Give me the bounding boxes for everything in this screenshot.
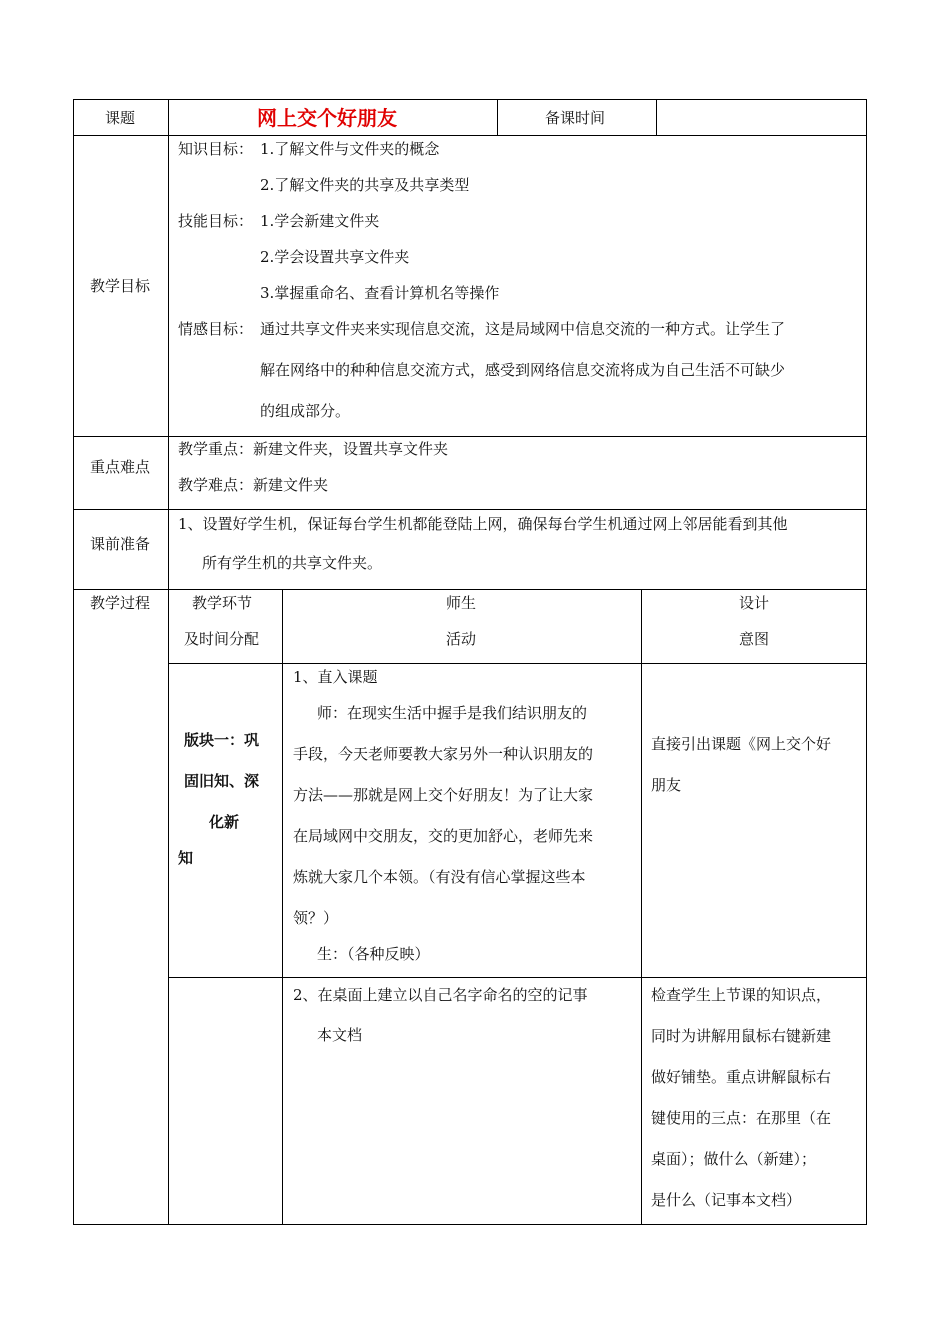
stage-1-line-4: 知 (178, 849, 194, 867)
table-rule-after-keypoints (73, 509, 867, 510)
emotion-label: 情感目标： (178, 320, 254, 338)
process-label: 教学过程 (90, 594, 151, 612)
emotion-text-line-3: 的组成部分。 (260, 402, 351, 420)
preparation-line-1: 1、设置好学生机，保证每台学生机都能登陆上网，确保每台学生机通过网上邻居能看到其他 (178, 515, 788, 533)
skill-item-3: 3.掌握重命名、查看计算机名等操作 (260, 284, 500, 302)
intent-2-line-4: 键使用的三点：在那里（在 (651, 1109, 832, 1127)
table-border-bottom (73, 1224, 867, 1225)
knowledge-item-1: 1.了解文件与文件夹的概念 (260, 140, 440, 158)
intent-2-line-5: 桌面）；做什么（新建）； (651, 1150, 817, 1168)
table-label-column-rule (168, 99, 169, 1225)
activity-1-line-8: 生：（各种反映） (317, 945, 430, 963)
col-stage-header-line-1: 教学环节 (192, 594, 253, 612)
table-rule-after-row-1 (168, 977, 867, 978)
intent-2-line-2: 同时为讲解用鼠标右键新建 (651, 1027, 832, 1045)
table-border-top (73, 99, 867, 100)
activity-1-line-1: 1、直入课题 (293, 668, 378, 686)
intent-2-line-3: 做好铺垫。重点讲解鼠标右 (651, 1068, 832, 1086)
col-activity-header-line-2: 活动 (446, 630, 477, 648)
emotion-text-line-2: 解在网络中的种种信息交流方式，感受到网络信息交流将成为自己生活不可缺少 (260, 361, 786, 379)
table-border-right (866, 99, 867, 1225)
table-rule-after-objectives (73, 436, 867, 437)
col-intent-header-line-2: 意图 (739, 630, 770, 648)
subject-label: 课题 (105, 109, 136, 127)
col-stage-header-line-2: 及时间分配 (184, 630, 260, 648)
emotion-text-line-1: 通过共享文件夹来实现信息交流，这是局域网中信息交流的一种方式。让学生了 (260, 320, 786, 338)
activity-1-line-2: 师：在现实生活中握手是我们结识朋友的 (317, 704, 588, 722)
table-rule-after-header (73, 135, 867, 136)
process-rule-stage (282, 589, 283, 1225)
process-rule-activity (641, 589, 642, 1225)
prep-time-label: 备课时间 (545, 109, 606, 127)
skill-label: 技能目标： (178, 212, 254, 230)
skill-item-2: 2.学会设置共享文件夹 (260, 248, 410, 266)
activity-2-line-2: 本文档 (317, 1026, 363, 1044)
preparation-label: 课前准备 (90, 535, 151, 553)
knowledge-item-2: 2.了解文件夹的共享及共享类型 (260, 176, 470, 194)
intent-1-line-1: 直接引出课题《网上交个好 (651, 735, 832, 753)
table-border-left (73, 99, 74, 1225)
stage-1-line-2: 固旧知、深 (184, 772, 260, 790)
knowledge-label: 知识目标： (178, 140, 254, 158)
activity-1-line-7: 领？） (293, 909, 339, 927)
table-rule-after-preparation (73, 589, 867, 590)
header-rule-prep-end (656, 99, 657, 136)
intent-1-line-2: 朋友 (651, 776, 682, 794)
activity-1-line-6: 炼就大家几个本领。（有没有信心掌握这些本 (293, 868, 586, 886)
skill-item-1: 1.学会新建文件夹 (260, 212, 380, 230)
header-rule-title-end (497, 99, 498, 136)
keypoints-label: 重点难点 (90, 458, 151, 476)
lesson-title: 网上交个好朋友 (257, 106, 397, 130)
objectives-label: 教学目标 (90, 277, 151, 295)
col-intent-header-line-1: 设计 (739, 594, 770, 612)
activity-1-line-5: 在局域网中交朋友，交的更加舒心，老师先来 (293, 827, 594, 845)
teaching-difficulty: 教学难点：新建文件夹 (178, 476, 329, 494)
activity-1-line-3: 手段，今天老师要教大家另外一种认识朋友的 (293, 745, 594, 763)
col-activity-header-line-1: 师生 (446, 594, 477, 612)
preparation-line-2: 所有学生机的共享文件夹。 (202, 554, 383, 572)
stage-1-line-3: 化新 (209, 813, 240, 831)
intent-2-line-1: 检查学生上节课的知识点， (651, 986, 832, 1004)
stage-1-line-1: 版块一：巩 (184, 731, 260, 749)
teaching-focus: 教学重点：新建文件夹，设置共享文件夹 (178, 440, 449, 458)
activity-1-line-4: 方法——那就是网上交个好朋友！为了让大家 (293, 786, 594, 804)
intent-2-line-6: 是什么（记事本文档） (651, 1191, 802, 1209)
activity-2-line-1: 2、在桌面上建立以自己名字命名的空的记事 (293, 986, 588, 1004)
table-rule-after-process-header (168, 663, 867, 664)
